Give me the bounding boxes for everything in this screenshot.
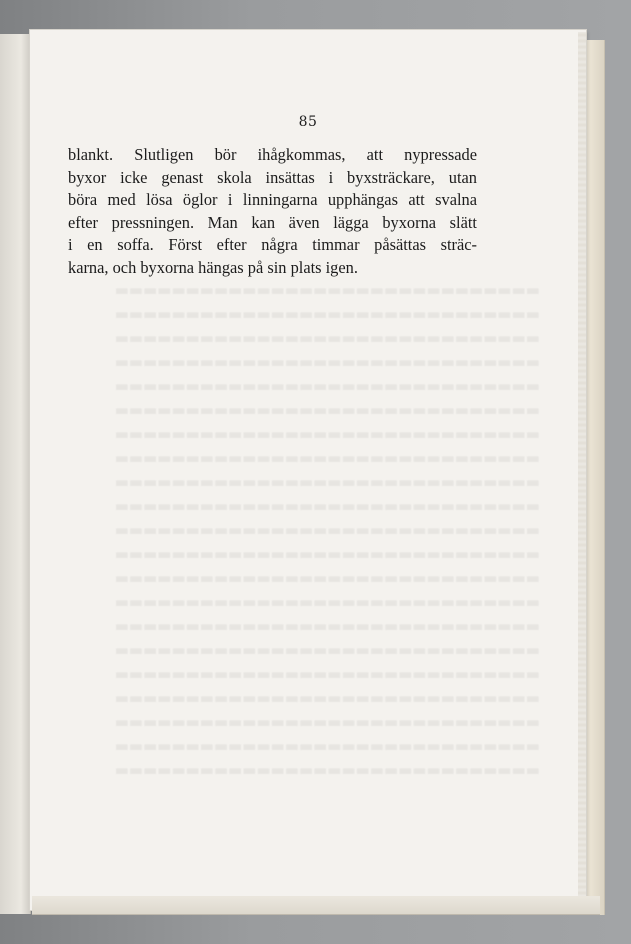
text-line: böra med lösa öglor i linningarna upphängas att svalna (68, 190, 477, 209)
book-page (30, 30, 586, 910)
left-page-edge (0, 34, 31, 914)
text-line: i en soffa. Först efter några timmar påsättas sträc- (68, 235, 477, 254)
page-number: 85 (298, 114, 318, 130)
text-line: karna, och byxorna hängas på sin plats igen. (68, 257, 358, 277)
text-line: blankt. Slutligen bör ihågkommas, att nypressade (68, 145, 477, 164)
page-edge (578, 32, 586, 908)
bottom-page-edge (32, 896, 600, 915)
bleed-through-texture: ▬▬▬▬▬▬▬▬▬▬▬▬▬▬▬▬▬▬▬▬▬▬▬▬▬▬▬▬▬▬ ▬▬▬▬▬▬▬▬▬▬▬▬▬▬▬▬▬▬▬▬▬▬▬▬▬▬▬▬▬▬ ▬▬▬▬▬▬▬▬▬▬▬▬▬▬▬▬▬▬▬▬▬▬▬▬▬▬▬▬▬▬ ▬▬▬▬▬▬▬▬▬▬▬▬▬▬▬▬▬▬▬▬▬▬▬▬▬▬▬▬▬▬ ▬▬▬▬▬▬▬▬▬▬▬▬▬▬▬▬▬▬▬▬▬▬▬▬▬▬▬▬▬▬ ▬▬▬▬▬▬▬▬▬▬▬▬▬▬▬▬▬▬▬▬▬▬▬▬▬▬▬▬▬▬ ▬▬▬▬▬▬▬▬▬▬▬▬▬▬▬▬▬▬▬▬▬▬▬▬▬▬▬▬▬▬ ▬▬▬▬▬▬▬▬▬▬▬▬▬▬▬▬▬▬▬▬▬▬▬▬▬▬▬▬▬▬ ▬▬▬▬▬▬▬▬▬▬▬▬▬▬▬▬▬▬▬▬▬▬▬▬▬▬▬▬▬▬ ▬▬▬▬▬▬▬▬▬▬▬▬▬▬▬▬▬▬▬▬▬▬▬▬▬▬▬▬▬▬ ▬▬▬▬▬▬▬▬▬▬▬▬▬▬▬▬▬▬▬▬▬▬▬▬▬▬▬▬▬▬ ▬▬▬▬▬▬▬▬▬▬▬▬▬▬▬▬▬▬▬▬▬▬▬▬▬▬▬▬▬▬ ▬▬▬▬▬▬▬▬▬▬▬▬▬▬▬▬▬▬▬▬▬▬▬▬▬▬▬▬▬▬ ▬▬▬▬▬▬▬▬▬▬▬▬▬▬▬▬▬▬▬▬▬▬▬▬▬▬▬▬▬▬ ▬▬▬▬▬▬▬▬▬▬▬▬▬▬▬▬▬▬▬▬▬▬▬▬▬▬▬▬▬▬ ▬▬▬▬▬▬▬▬▬▬▬▬▬▬▬▬▬▬▬▬▬▬▬▬▬▬▬▬▬▬ ▬▬▬▬▬▬▬▬▬▬▬▬▬▬▬▬▬▬▬▬▬▬▬▬▬▬▬▬▬▬ ▬▬▬▬▬▬▬▬▬▬▬▬▬▬▬▬▬▬▬▬▬▬▬▬▬▬▬▬▬▬ ▬▬▬▬▬▬▬▬▬▬▬▬▬▬▬▬▬▬▬▬▬▬▬▬▬▬▬▬▬▬ ▬▬▬▬▬▬▬▬▬▬▬▬▬▬▬▬▬▬▬▬▬▬▬▬▬▬▬▬▬▬ ▬▬▬▬▬▬▬▬▬▬▬▬▬▬▬▬▬▬▬▬▬▬▬▬▬▬▬▬▬▬ (114, 281, 540, 779)
text-line: efter pressningen. Man kan även lägga byxorna slätt (68, 212, 477, 232)
text-line: byxor icke genast skola insättas i byxsträckare, utan (68, 167, 477, 187)
body-text (68, 144, 477, 279)
